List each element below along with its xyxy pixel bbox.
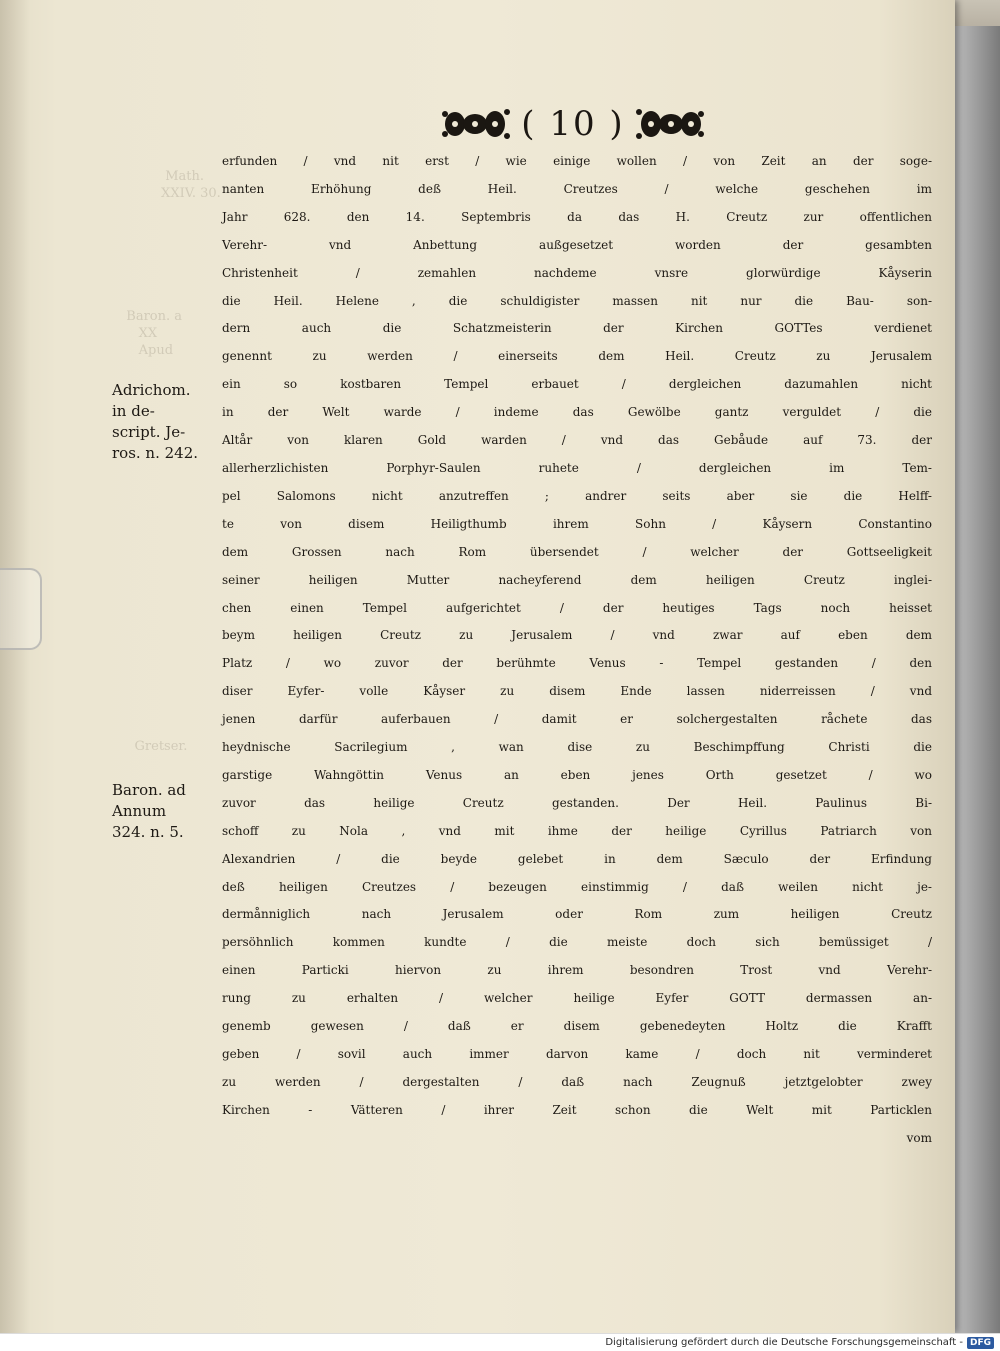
text-line: chen einen Tempel aufgerichtet / der heutiges Tags noch heisset bbox=[222, 600, 932, 615]
page-gutter-shadow bbox=[0, 0, 30, 1333]
text-line: Jahr 628. den 14. Septembris da das H. Creutz zur offentlichen bbox=[222, 209, 932, 224]
text-line: te von disem Heiligthumb ihrem Sohn / Kåysern Constantino bbox=[222, 516, 932, 531]
text-line: schoff zu Nola , vnd mit ihme der heilige Cyrillus Patriarch von bbox=[222, 823, 932, 838]
text-line: ein so kostbaren Tempel erbauet / dergleichen dazumahlen nicht bbox=[222, 377, 932, 392]
bleed-through-text: Baron. a XX Apud bbox=[126, 309, 182, 358]
text-line: garstige Wahngöttin Venus an eben jenes Orth gesetzet / wo bbox=[222, 767, 932, 782]
margin-note-line: script. Je- bbox=[112, 423, 186, 441]
bleed-through-text: Gretser. bbox=[118, 739, 188, 754]
text-line: allerherzlichisten Porphyr-Saulen ruhete / dergleichen im Tem- bbox=[222, 460, 932, 475]
margin-note-baron bbox=[112, 780, 220, 843]
text-line: heydnische Sacrilegium , wan dise zu Beschimpffung Christi die bbox=[222, 740, 932, 755]
page-header bbox=[428, 98, 718, 150]
text-line: Altår von klaren Gold warden / vnd das Gebåude auf 73. der bbox=[222, 433, 932, 448]
footer-credit: Digitalisierung gefördert durch die Deutsche Forschungsgemeinschaft - bbox=[605, 1337, 963, 1348]
text-line: Platz / wo zuvor der berühmte Venus - Tempel gestanden / den bbox=[222, 656, 932, 671]
left-ornament-icon bbox=[441, 106, 511, 142]
text-line: seiner heiligen Mutter nacheyferend dem heiligen Creutz inglei- bbox=[222, 572, 932, 587]
margin-note-line: Baron. ad bbox=[112, 781, 186, 799]
text-line: pel Salomons nicht anzutreffen ; andrer seits aber sie die Helff- bbox=[222, 488, 932, 503]
text-line: zu werden / dergestalten / daß nach Zeugnuß jetztgelobter zwey bbox=[222, 1074, 932, 1089]
text-line: Verehr- vnd Anbettung außgesetzet worden der gesambten bbox=[222, 237, 932, 252]
text-line: geben / sovil auch immer darvon kame / doch nit verminderet bbox=[222, 1047, 932, 1061]
text-line: beym heiligen Creutz zu Jerusalem / vnd zwar auf eben dem bbox=[222, 628, 932, 643]
bleed-through-text: Math. XXIV. 30. bbox=[161, 169, 221, 201]
text-line: zuvor das heilige Creutz gestanden. Der Heil. Paulinus Bi- bbox=[222, 795, 932, 810]
margin-note-line: in de- bbox=[112, 402, 155, 420]
text-line: jenen darfür auferbauen / damit er solchergestalten råchete das bbox=[222, 712, 932, 727]
margin-note-line: Annum bbox=[112, 802, 167, 820]
right-ornament-icon bbox=[635, 106, 705, 142]
text-line: in der Welt warde / indeme das Gewölbe gantz verguldet / die bbox=[222, 405, 932, 420]
text-line: erfunden / vnd nit erst / wie einige wollen / von Zeit an der soge- bbox=[222, 154, 932, 168]
page-clip bbox=[0, 568, 42, 650]
text-line: die Heil. Helene , die schuldigister massen nit nur die Bau- son- bbox=[222, 293, 932, 308]
page-number: ( 10 ) bbox=[521, 104, 625, 144]
text-line: Kirchen - Vätteren / ihrer Zeit schon die Welt mit Particklen bbox=[222, 1102, 932, 1117]
text-line: dermånniglich nach Jerusalem oder Rom zum heiligen Creutz bbox=[222, 907, 932, 922]
text-line: diser Eyfer- volle Kåyser zu disem Ende lassen niderreissen / vnd bbox=[222, 684, 932, 699]
text-line: Alexandrien / die beyde gelebet in dem Sæculo der Erfindung bbox=[222, 851, 932, 866]
text-line: genemb gewesen / daß er disem gebenedeyten Holtz die Krafft bbox=[222, 1019, 932, 1034]
body-text bbox=[222, 148, 932, 1153]
footer-bar bbox=[0, 1333, 1000, 1351]
margin-note-line: 324. n. 5. bbox=[112, 823, 184, 841]
text-line: Christenheit / zemahlen nachdeme vnsre glorwürdige Kåyserin bbox=[222, 265, 932, 280]
text-line: genennt zu werden / einerseits dem Heil. Creutz zu Jerusalem bbox=[222, 349, 932, 364]
text-line: deß heiligen Creutzes / bezeugen einstimmig / daß weilen nicht je- bbox=[222, 879, 932, 894]
margin-note-line: Adrichom. bbox=[112, 381, 191, 399]
text-line: rung zu erhalten / welcher heilige Eyfer GOTT dermassen an- bbox=[222, 991, 932, 1006]
margin-note-adrichom bbox=[112, 380, 220, 464]
dfg-logo: DFG bbox=[967, 1337, 994, 1349]
text-line: dem Grossen nach Rom übersendet / welcher der Gottseeligkeit bbox=[222, 544, 932, 559]
text-line: nanten Erhöhung deß Heil. Creutzes / welche geschehen im bbox=[222, 181, 932, 196]
margin-note-line: ros. n. 242. bbox=[112, 444, 199, 462]
text-line: einen Particki hiervon zu ihrem besondren Trost vnd Verehr- bbox=[222, 963, 932, 978]
text-line: dern auch die Schatzmeisterin der Kirchen GOTTes verdienet bbox=[222, 321, 932, 336]
text-line: persöhnlich kommen kundte / die meiste doch sich bemüssiget / bbox=[222, 935, 932, 950]
text-line: vom bbox=[906, 1130, 932, 1145]
